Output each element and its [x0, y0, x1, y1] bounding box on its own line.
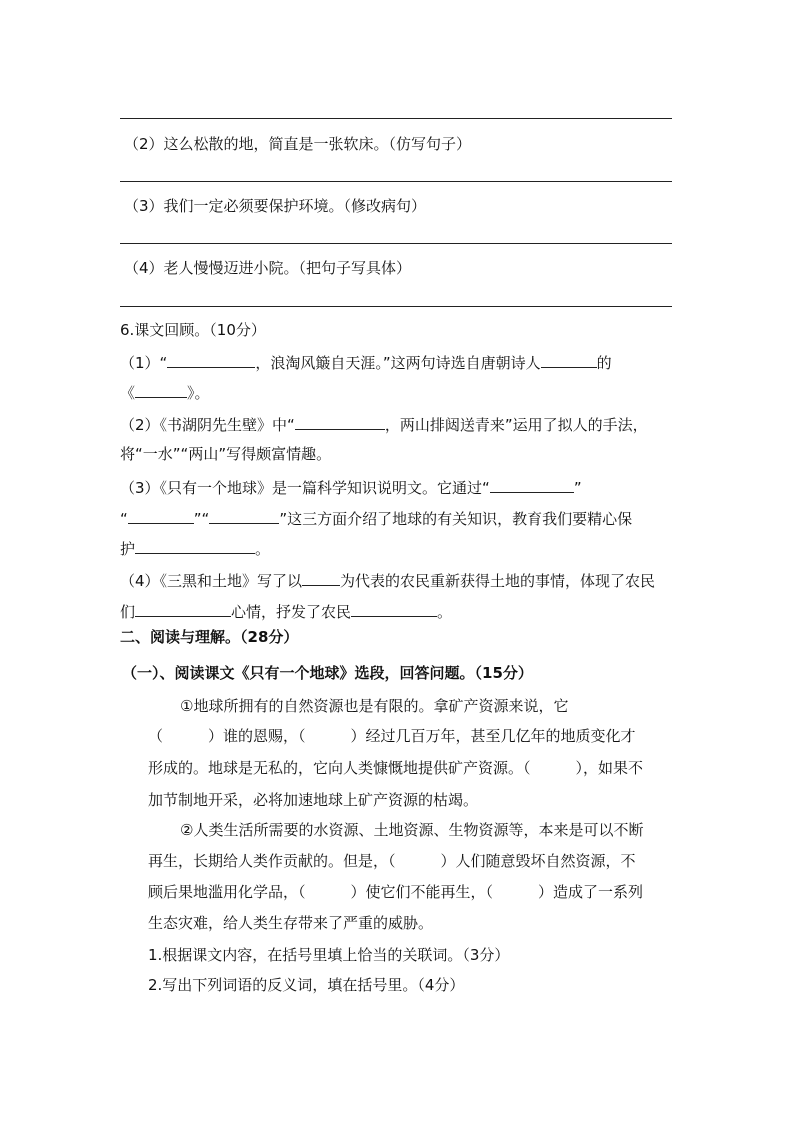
q6-line-2 — [120, 382, 210, 403]
q6-text: 。 — [437, 603, 453, 621]
answer-line[interactable] — [120, 243, 672, 244]
q6-line-3 — [120, 414, 648, 435]
passage-line: 顾后果地滥用化学品，（ ）使它们不能再生，（ ）造成了一系列 — [148, 883, 644, 901]
passage-line: 加节制地开采，必将加速地球上矿产资源的枯竭。 — [148, 791, 479, 809]
task-item-2: （2）这么松散的地，简直是一张软床。（仿写句子） — [124, 135, 472, 153]
passage-line: 再生，长期给人类作贡献的。但是，（ ）人们随意毁坏自然资源，不 — [148, 852, 636, 870]
fill-blank[interactable] — [541, 352, 597, 368]
q6-text: ”这三方面介绍了地球的有关知识，教育我们要精心保 — [279, 510, 633, 528]
answer-line[interactable] — [120, 118, 672, 119]
answer-line[interactable] — [120, 181, 672, 182]
passage-line: 生态灾难，给人类生存带来了严重的威胁。 — [148, 914, 434, 932]
fill-blank[interactable] — [135, 382, 187, 398]
q6-text: （3）《只有一个地球》是一篇科学知识说明文。它通过“ — [120, 479, 490, 497]
question-1: 1.根据课文内容，在括号里填上恰当的关联词。（3分） — [148, 946, 510, 964]
fill-blank[interactable] — [209, 508, 279, 524]
answer-line[interactable] — [120, 306, 672, 307]
q6-text: 护 — [120, 540, 136, 558]
fill-blank[interactable] — [351, 601, 437, 617]
q6-text: 《 — [120, 384, 136, 402]
q6-text: ”“ — [193, 510, 210, 528]
q6-text: 为代表的农民重新获得土地的事情，体现了农民 — [340, 572, 656, 590]
q6-line-6 — [120, 508, 632, 529]
q6-text: （1）“ — [120, 354, 168, 372]
subsection-title: （一）、阅读课文《只有一个地球》选段，回答问题。（15分） — [122, 664, 533, 682]
q6-line-9 — [120, 601, 452, 622]
question-2: 2.写出下列词语的反义词，填在括号里。（4分） — [148, 976, 465, 994]
q6-text: 心情，抒发了农民 — [231, 603, 352, 621]
passage-line: （ ）谁的恩赐，（ ）经过几百万年，甚至几亿年的地质变化才 — [148, 727, 636, 745]
fill-blank[interactable] — [295, 414, 385, 430]
q6-text: ” — [573, 479, 582, 497]
q6-line-1 — [120, 352, 612, 373]
fill-blank[interactable] — [128, 508, 194, 524]
fill-blank[interactable] — [302, 570, 340, 586]
q6-text: ，两山排闼送青来”运用了拟人的手法， — [384, 416, 648, 434]
passage-line: ①地球所拥有的自然资源也是有限的。拿矿产资源来说，它 — [180, 697, 569, 715]
task-item-4: （4）老人慢慢迈进小院。（把句子写具体） — [124, 259, 412, 277]
q6-text: “ — [120, 510, 128, 528]
fill-blank[interactable] — [135, 601, 231, 617]
q6-line-7 — [120, 538, 270, 559]
section-title: 二、阅读与理解。（28分） — [120, 628, 299, 646]
passage-line: ②人类生活所需要的水资源、土地资源、生物资源等，本来是可以不断 — [180, 821, 644, 839]
q6-text: ，浪淘风簸自天涯。”这两句诗选自唐朝诗人 — [255, 354, 541, 372]
fill-blank[interactable] — [167, 352, 255, 368]
q6-text: （2）《书湖阴先生壁》中“ — [120, 416, 295, 434]
fill-blank[interactable] — [490, 477, 574, 493]
q6-title: 6.课文回顾。（10分） — [120, 321, 266, 339]
q6-line-8 — [120, 570, 655, 591]
task-item-3: （3）我们一定必须要保护环境。（修改病句） — [124, 197, 427, 215]
q6-text: 。 — [255, 540, 271, 558]
q6-text: （4）《三黑和土地》写了以 — [120, 572, 303, 590]
q6-text: 们 — [120, 603, 136, 621]
fill-blank[interactable] — [135, 538, 255, 554]
q6-line-4: 将“一水”“两山”写得颇富情趣。 — [120, 445, 332, 463]
passage-line: 形成的。地球是无私的，它向人类慷慨地提供矿产资源。（ ），如果不 — [148, 759, 644, 777]
q6-text: 的 — [596, 354, 612, 372]
q6-text: 》。 — [187, 384, 210, 402]
q6-line-5 — [120, 477, 582, 498]
